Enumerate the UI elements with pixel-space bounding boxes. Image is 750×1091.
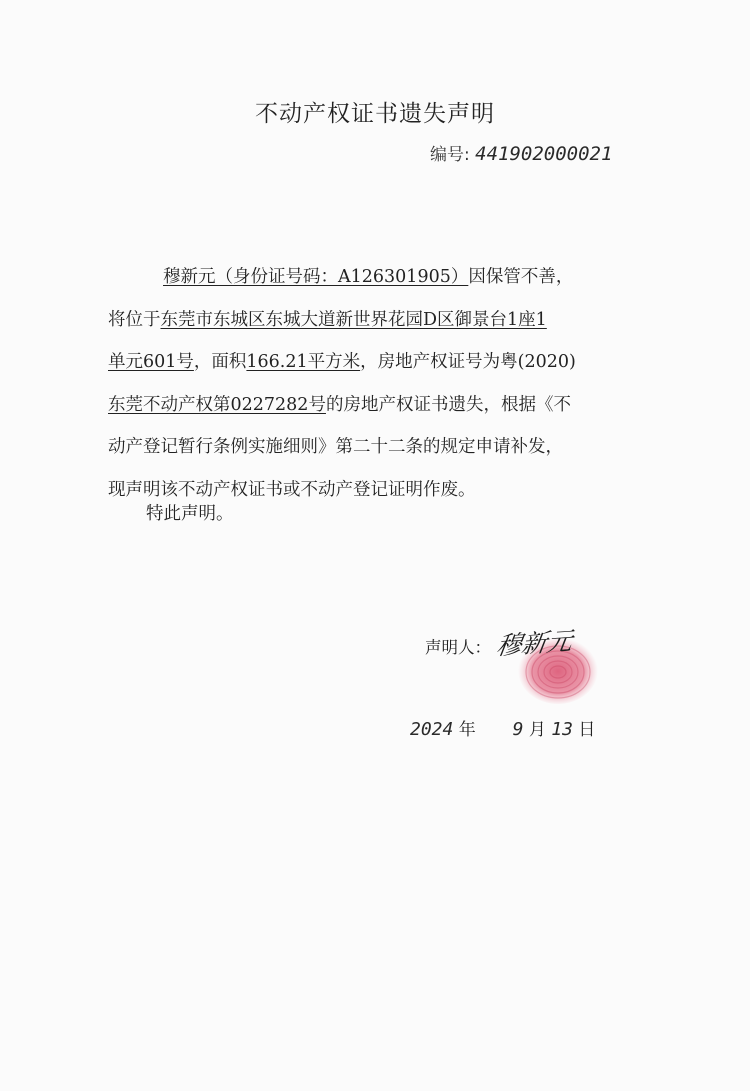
property-unit: 单元601号	[108, 352, 194, 372]
body-text-4b: 的房地产权证书遗失，根据《不	[325, 394, 571, 415]
body-line-4	[108, 384, 648, 427]
body-line-1	[108, 256, 648, 299]
declarant-id: 穆新元（身份证号码：A126301905）	[163, 267, 469, 287]
date-month-label: 月	[528, 720, 546, 740]
body-text-2a: 将位于	[108, 309, 161, 330]
closing-text: 特此声明。	[146, 504, 234, 524]
body-text-1b: 因保管不善，	[468, 267, 574, 287]
signature-handwritten: 穆新元	[494, 626, 575, 661]
body-line-5	[108, 426, 648, 469]
date-month-value: 9	[512, 719, 524, 740]
declaration-body	[108, 256, 648, 511]
page-title: 不动产权证书遗失声明	[255, 101, 495, 127]
property-address: 东莞市东城区东城大道新世界花园D区御景台1座1	[160, 309, 547, 330]
body-text-6a: 现声明该不动产权证书或不动产登记证明作废。	[108, 479, 476, 500]
date-year-value: 2024	[410, 719, 454, 740]
body-text-5a: 动产登记暂行条例实施细则》第二十二条的规定申请补发，	[108, 437, 563, 457]
certificate-number: 东莞不动产权第0227282号	[108, 394, 326, 415]
document-number	[430, 140, 612, 165]
body-line-2	[108, 299, 648, 342]
number-label: 编号:	[430, 145, 470, 165]
body-text-3d: ，房地产权证号为粤(2020)	[360, 352, 576, 372]
property-area: 166.21平方米	[246, 352, 361, 372]
number-value: 441902000021	[475, 143, 613, 165]
signature-label: 声明人：	[425, 638, 491, 657]
date-year-label: 年	[458, 720, 476, 740]
body-text-3b: ，面积	[193, 352, 247, 372]
declaration-date	[410, 715, 595, 740]
date-day-value: 13	[551, 719, 573, 740]
date-day-label: 日	[578, 720, 596, 740]
body-line-3	[108, 341, 648, 384]
